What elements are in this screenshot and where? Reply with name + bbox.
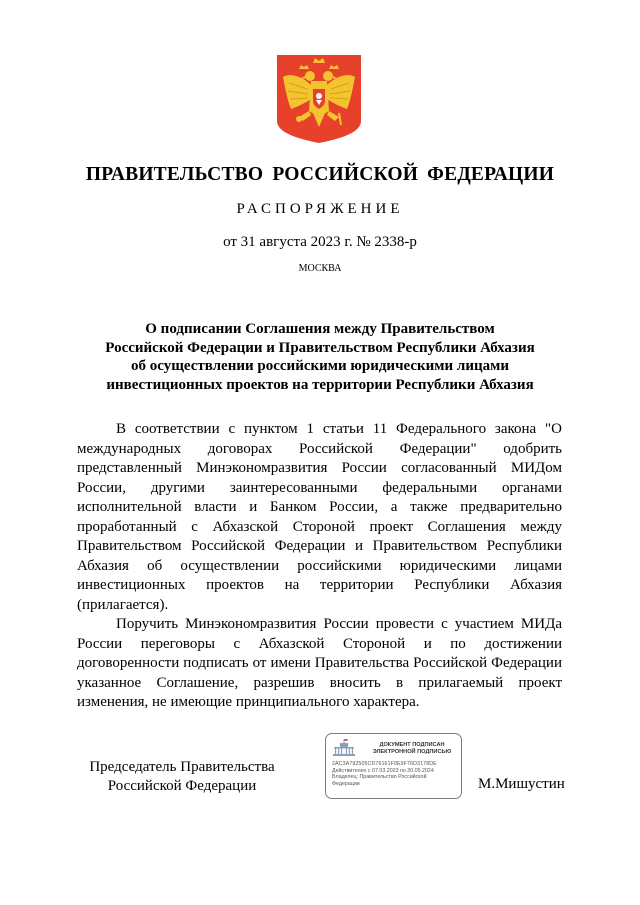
signatory-position xyxy=(77,758,287,796)
stamp-title-line: ЭЛЕКТРОННОЙ ПОДПИСЬЮ xyxy=(372,749,452,755)
certificate-owner-line: Федерации xyxy=(332,780,360,787)
document-subject xyxy=(60,320,580,395)
signatory-name: М.Мишустин xyxy=(478,776,565,792)
certificate-owner-line: Владелец: Правительство Российской xyxy=(332,774,427,781)
signatory-position-line: Российской Федерации xyxy=(107,778,257,794)
document-city: МОСКВА xyxy=(298,263,342,274)
stamp-title xyxy=(366,742,458,756)
subject-line: Российской Федерации и Правительством Республики Абхазия xyxy=(105,339,535,356)
body-paragraph: В соответствии с пунктом 1 статьи 11 Федерального закона "О международных договорах Российской Федерации" одобрить представленный Минэкономразвития России согласованный МИДом России, другими заинтересованными федеральными органами исполнительной власти и Банком России, а также предварительно проработанный с Абхазской Стороной проект Соглашения между Правительством Российской Федерации и Правительством Республики Абхазия об осуществлении российскими юридическими лицами инвестиционных проектов на территории Республики Абхазия (прилагается). xyxy=(77,421,562,613)
stamp-title-line: ДОКУМЕНТ ПОДПИСАН xyxy=(379,742,445,748)
government-building-icon xyxy=(333,739,355,756)
stamp-details xyxy=(332,761,460,787)
signatory-position-line: Председатель Правительства xyxy=(89,759,275,775)
subject-line: инвестиционных проектов на территории Республики Абхазия xyxy=(106,377,534,394)
subject-line: об осуществлении российскими юридическими лицами xyxy=(131,358,509,375)
document-type: РАСПОРЯЖЕНИЕ xyxy=(236,201,404,217)
subject-line: О подписании Соглашения между Правительством xyxy=(145,321,495,337)
document-date-number: от 31 августа 2023 г. № 2338-р xyxy=(223,234,417,250)
document-body xyxy=(77,420,562,713)
certificate-serial: 2AC3A792505CD76161F0E9F76D3178DE xyxy=(332,761,437,767)
certificate-validity: Действителен с 07.03.2023 по 30.05.2024 xyxy=(332,767,434,774)
government-title: ПРАВИТЕЛЬСТВО РОССИЙСКОЙ ФЕДЕРАЦИИ xyxy=(85,164,555,185)
coat-of-arms-icon xyxy=(277,55,361,143)
electronic-signature-stamp xyxy=(325,733,462,799)
body-paragraph: Поручить Минэкономразвития России провести с участием МИДа России переговоры с Абхазской Стороной и по достижении договоренности подписать от имени Правительства Российской Федерации указанное Соглашение, разрешив вносить в прилагаемый проект изменения, не имеющие принципиального характера. xyxy=(77,616,562,710)
